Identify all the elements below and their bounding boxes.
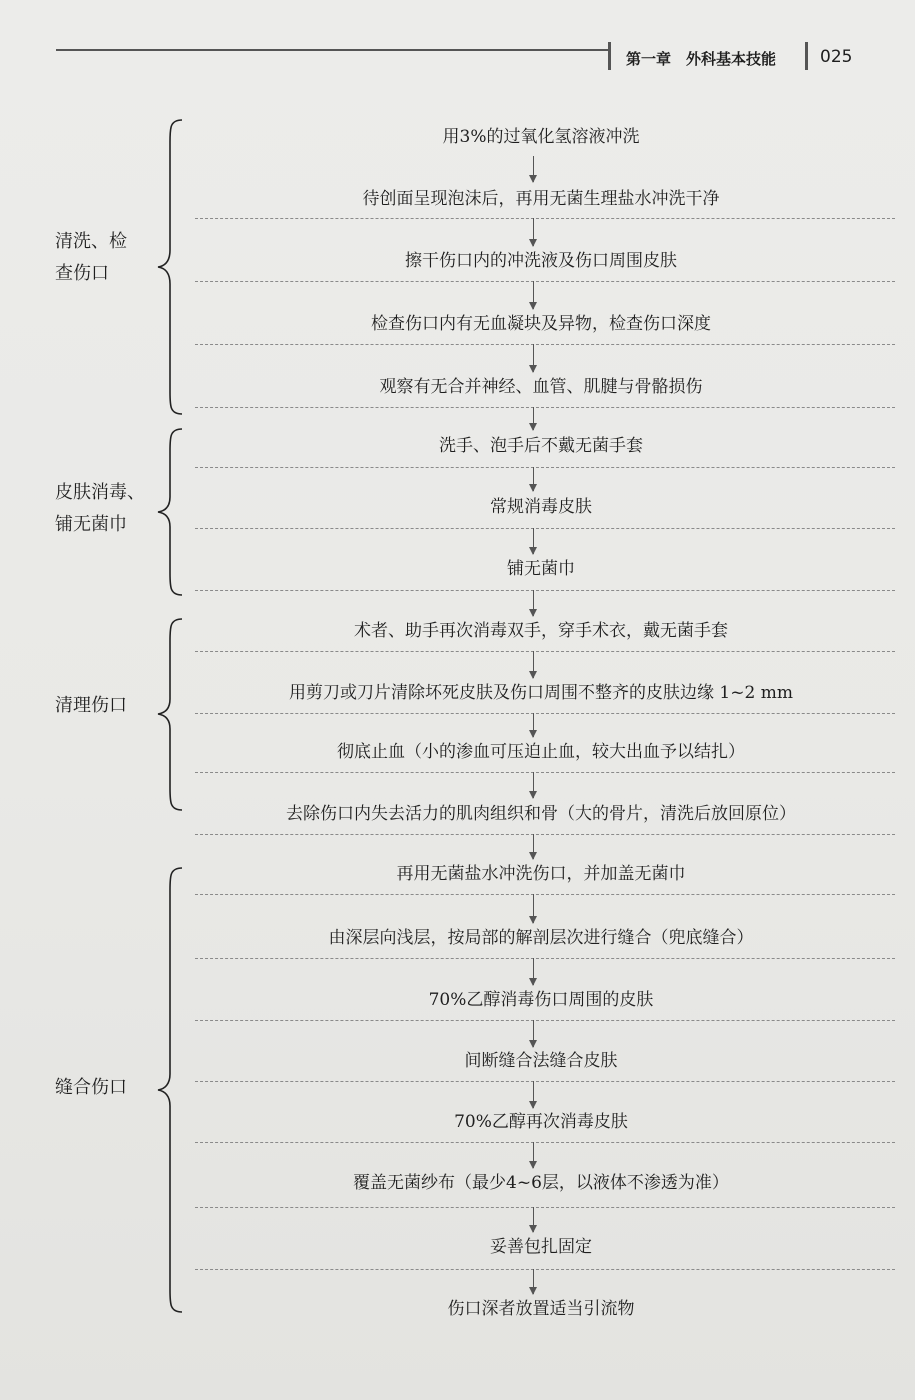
header-rule [56, 49, 608, 51]
brace-disinfect-drape [150, 427, 190, 597]
group-label-line: 皮肤消毒、 [55, 482, 145, 503]
dashed-rule [195, 1207, 895, 1208]
group-label-line: 查伤口 [55, 263, 109, 284]
header-separator-right [805, 42, 808, 70]
step-4: 检查伤口内有无血凝块及异物，检查伤口深度 [371, 314, 711, 334]
step-16: 间断缝合法缝合皮肤 [464, 1051, 618, 1071]
brace-clean-inspect [150, 118, 190, 416]
dashed-rule [195, 528, 895, 529]
step-5: 观察有无合并神经、血管、肌腱与骨骼损伤 [379, 377, 703, 397]
page-number: 025 [820, 47, 853, 67]
flow-arrow [533, 590, 534, 616]
step-6: 洗手、泡手后不戴无菌手套 [439, 436, 643, 456]
flow-arrow [533, 1020, 534, 1047]
dashed-rule [195, 281, 895, 282]
dashed-rule [195, 713, 895, 714]
step-15: 70%乙醇消毒伤口周围的皮肤 [428, 990, 654, 1010]
flow-arrow [533, 156, 534, 182]
group-label-clean-inspect [55, 226, 127, 290]
dashed-rule [195, 590, 895, 591]
flow-arrow [533, 1142, 534, 1168]
flow-arrow [533, 834, 534, 859]
dashed-rule [195, 772, 895, 773]
flow-arrow [533, 1207, 534, 1232]
flow-arrow [533, 1081, 534, 1108]
header-separator-left [608, 42, 611, 70]
step-11: 彻底止血（小的渗血可压迫止血，较大出血予以结扎） [337, 742, 745, 762]
flow-arrow [533, 407, 534, 430]
step-8: 铺无菌巾 [507, 559, 575, 579]
dashed-rule [195, 467, 895, 468]
dashed-rule [195, 218, 895, 219]
flow-arrow [533, 1269, 534, 1294]
flow-arrow [533, 958, 534, 985]
step-3: 擦干伤口内的冲洗液及伤口周围皮肤 [405, 251, 677, 271]
flow-arrow [533, 894, 534, 923]
flow-arrow [533, 467, 534, 491]
group-label-line: 清洗、检 [55, 231, 127, 252]
dashed-rule [195, 651, 895, 652]
dashed-rule [195, 958, 895, 959]
dashed-rule [195, 834, 895, 835]
step-10: 用剪刀或刀片清除坏死皮肤及伤口周围不整齐的皮肤边缘 1~2 mm [289, 683, 793, 703]
group-label-disinfect-drape [55, 477, 145, 541]
flow-arrow [533, 281, 534, 309]
step-13: 再用无菌盐水冲洗伤口，并加盖无菌巾 [396, 864, 686, 884]
step-18: 覆盖无菌纱布（最少4~6层，以液体不渗透为准） [353, 1173, 729, 1193]
step-7: 常规消毒皮肤 [490, 497, 592, 517]
dashed-rule [195, 1020, 895, 1021]
dashed-rule [195, 1142, 895, 1143]
flow-arrow [533, 713, 534, 737]
step-17: 70%乙醇再次消毒皮肤 [454, 1112, 628, 1132]
step-2: 待创面呈现泡沫后，再用无菌生理盐水冲洗干净 [362, 189, 720, 209]
brace-suture [150, 866, 190, 1314]
step-12: 去除伤口内失去活力的肌肉组织和骨（大的骨片，清洗后放回原位） [286, 804, 796, 824]
group-label-line: 铺无菌巾 [55, 514, 127, 535]
group-label-suture [55, 1072, 127, 1104]
flow-arrow [533, 528, 534, 554]
dashed-rule [195, 344, 895, 345]
step-19: 妥善包扎固定 [490, 1237, 592, 1257]
flow-arrow [533, 344, 534, 372]
dashed-rule [195, 1081, 895, 1082]
flow-arrow [533, 772, 534, 798]
group-label-line: 缝合伤口 [55, 1077, 127, 1098]
step-9: 术者、助手再次消毒双手，穿手术衣，戴无菌手套 [354, 621, 728, 641]
step-14: 由深层向浅层，按局部的解剖层次进行缝合（兜底缝合） [328, 928, 754, 948]
flow-arrow [533, 651, 534, 678]
dashed-rule [195, 1269, 895, 1270]
step-1: 用3%的过氧化氢溶液冲洗 [442, 127, 640, 147]
dashed-rule [195, 407, 895, 408]
dashed-rule [195, 894, 895, 895]
group-label-debride [55, 690, 127, 722]
brace-debride [150, 617, 190, 812]
group-label-line: 清理伤口 [55, 695, 127, 716]
header-chapter-title: 第一章 外科基本技能 [626, 50, 777, 68]
flow-arrow [533, 218, 534, 246]
step-20: 伤口深者放置适当引流物 [447, 1299, 635, 1319]
